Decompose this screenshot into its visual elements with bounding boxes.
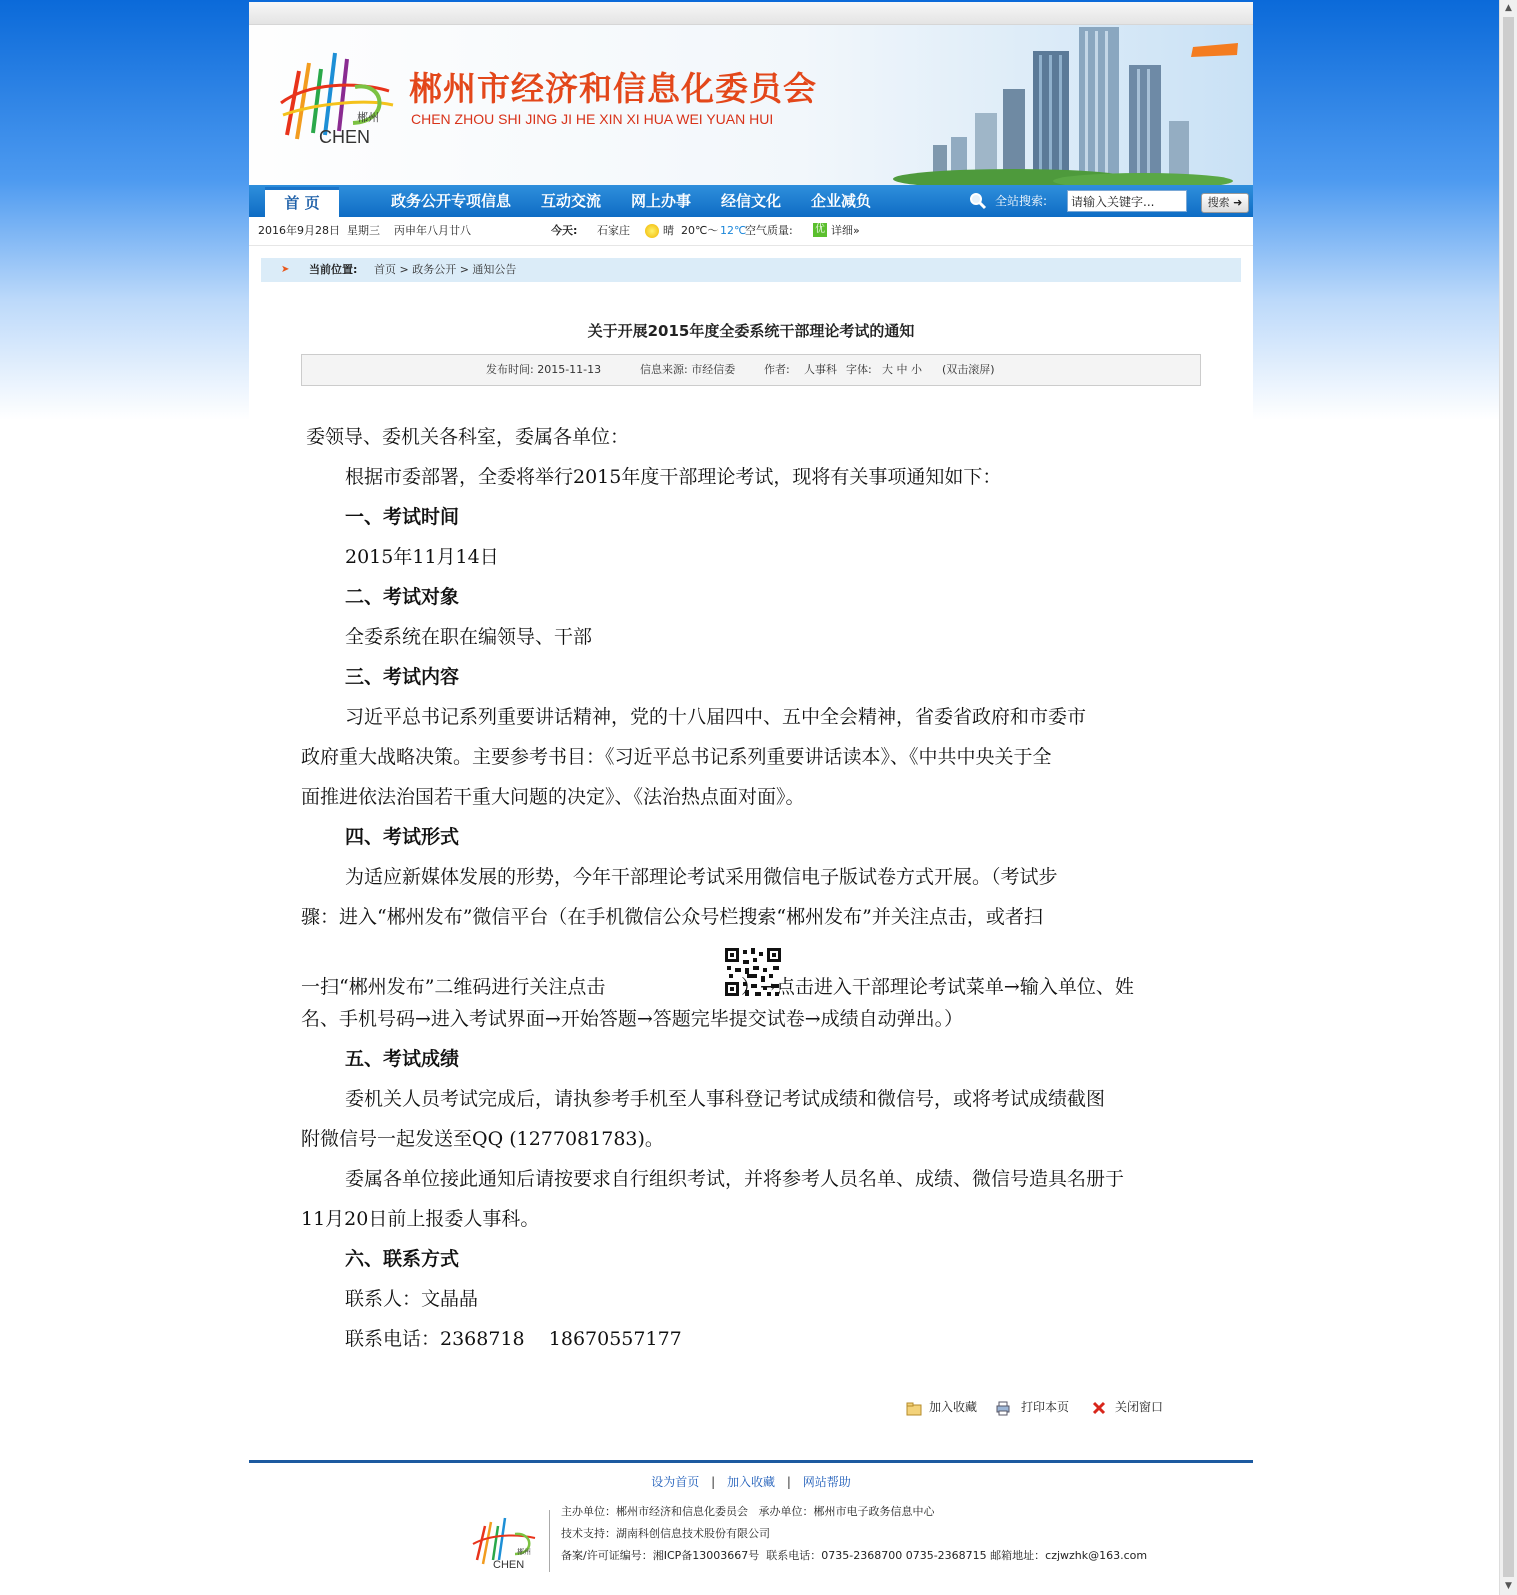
search-button[interactable] xyxy=(1201,193,1249,213)
nav-culture[interactable]: 经信文化 xyxy=(721,192,782,210)
footer-logo-divider xyxy=(549,1510,550,1572)
publish-time: 发布时间: 2015-11-13 xyxy=(486,363,602,376)
close-window-link[interactable]: 关闭窗口 xyxy=(1115,1400,1164,1414)
svg-text:郴州: 郴州 xyxy=(517,1548,531,1556)
paragraph: 习近平总书记系列重要讲话精神，党的十八届四中、五中全会精神，省委省政府和市委市 xyxy=(345,706,1087,728)
magnifier-search-icon xyxy=(969,192,987,210)
paragraph: 委属各单位接此通知后请按要求自行组织考试，并将参考人员名单、成绩、微信号造具名册于 xyxy=(345,1168,1125,1190)
footer-divider xyxy=(249,1460,1253,1463)
print-page-link[interactable]: 打印本页 xyxy=(1021,1400,1070,1414)
breadcrumb-path[interactable]: 首页 > 政务公开 > 通知公告 xyxy=(374,263,517,276)
section-heading: 三、考试内容 xyxy=(345,666,460,688)
set-homepage-link[interactable]: 设为首页 xyxy=(651,1475,700,1489)
date-weather-bar xyxy=(249,217,1253,246)
search-label: 全站搜索: xyxy=(995,194,1048,208)
paragraph: 2015年11月14日 xyxy=(345,546,499,568)
site-search-input[interactable] xyxy=(1067,190,1187,212)
printer-icon[interactable] xyxy=(995,1400,1011,1416)
paragraph: 骤：进入“郴州发布”微信平台（在手机微信公众号栏搜索“郴州发布”并关注点击，或者扫 xyxy=(301,906,1043,928)
page-container xyxy=(249,2,1253,1595)
site-help-link[interactable]: 网站帮助 xyxy=(802,1475,851,1489)
weekday: 星期三 xyxy=(347,224,380,237)
add-favorite-link[interactable]: 加入收藏 xyxy=(929,1400,978,1414)
paragraph: 名、手机号码→进入考试界面→开始答题→答题完毕提交试卷→成绩自动弹出。） xyxy=(301,1008,964,1030)
current-date: 2016年9月28日 xyxy=(258,224,340,237)
contact-person: 联系人：文晶晶 xyxy=(345,1288,479,1310)
author-dept: 人事科 xyxy=(804,363,837,376)
close-x-icon[interactable] xyxy=(1091,1400,1107,1416)
main-nav xyxy=(249,185,1253,217)
header-banner xyxy=(249,25,1253,185)
paragraph: 委机关人员考试完成后，请执参考手机至人事科登记考试成绩和微信号，或将考试成绩截图 xyxy=(345,1088,1106,1110)
author-label: 作者: xyxy=(764,363,790,376)
svg-text:郴州: 郴州 xyxy=(357,111,379,124)
scrollbar-thumb[interactable] xyxy=(1503,17,1514,1577)
favorite-folder-icon[interactable] xyxy=(906,1400,922,1416)
intro-paragraph: 根据市委部署，全委将举行2015年度干部理论考试，现将有关事项通知如下： xyxy=(345,466,1002,488)
paragraph: ）→点击进入干部理论考试菜单→输入单位、姓 xyxy=(741,976,1134,998)
nav-online-services[interactable]: 网上办事 xyxy=(631,192,692,210)
section-heading: 二、考试对象 xyxy=(345,586,460,608)
weather-city: 石家庄 xyxy=(597,224,630,237)
footer-icp-info: 备案/许可证编号：湘ICP备13003667号 联系电话：0735-2368700 0735-2368715 邮箱地址：czjwzhk@163.com xyxy=(561,1549,1148,1562)
temperature-low: 12℃ xyxy=(720,224,747,237)
footer-separator: | xyxy=(786,1475,791,1489)
footer-add-favorite-link[interactable]: 加入收藏 xyxy=(726,1475,775,1489)
air-quality-label: 空气质量: xyxy=(745,224,793,237)
site-logo-icon[interactable] xyxy=(277,43,397,153)
top-strip xyxy=(249,2,1253,25)
paragraph: 全委系统在职在编领导、干部 xyxy=(345,626,593,648)
site-title: 郴州市经济和信息化委员会 xyxy=(409,69,817,108)
nav-interaction[interactable]: 互动交流 xyxy=(541,192,602,210)
weather-detail-link[interactable]: 详细» xyxy=(831,224,860,237)
city-skyline-image xyxy=(893,25,1253,185)
today-label: 今天: xyxy=(551,224,578,237)
footer-separator: | xyxy=(711,1475,716,1489)
section-heading: 六、联系方式 xyxy=(345,1248,460,1270)
section-heading: 五、考试成绩 xyxy=(345,1048,460,1070)
footer-host-info: 主办单位：郴州市经济和信息化委员会 承办单位：郴州市电子政务信息中心 xyxy=(561,1505,935,1518)
nav-special-info[interactable]: 专项信息 xyxy=(451,192,512,210)
paragraph: 附微信号一起发送至QQ (1277081783)。 xyxy=(301,1128,664,1150)
weather-condition: 晴 xyxy=(663,224,674,237)
double-click-scroll: (双击滚屏) xyxy=(942,363,995,376)
nav-burden-reduction[interactable]: 企业减负 xyxy=(811,192,872,210)
paragraph: 11月20日前上报委人事科。 xyxy=(301,1208,540,1230)
svg-text:CHEN: CHEN xyxy=(493,1559,525,1571)
site-title-english: CHEN ZHOU SHI JING JI HE XIN XI HUA WEI YUAN HUI xyxy=(411,111,774,127)
nav-home[interactable]: 首 页 xyxy=(265,187,339,219)
lunar-date: 丙申年八月廿八 xyxy=(394,224,471,237)
sunny-icon xyxy=(645,224,659,238)
breadcrumb xyxy=(261,258,1241,282)
paragraph: 面推进依法治国若干重大问题的决定》、《法治热点面对面》。 xyxy=(301,786,805,808)
article-title: 关于开展2015年度全委系统干部理论考试的通知 xyxy=(587,322,915,340)
font-size-options[interactable]: 大 中 小 xyxy=(882,363,922,376)
vertical-scrollbar[interactable] xyxy=(1499,0,1517,1595)
nav-government-affairs[interactable]: 政务公开 xyxy=(391,192,452,210)
breadcrumb-label: 当前位置: xyxy=(309,263,358,276)
paragraph: 为适应新媒体发展的形势，今年干部理论考试采用微信电子版试卷方式开展。（考试步 xyxy=(345,866,1058,888)
temperature-high: 20℃～ xyxy=(681,224,719,237)
scroll-up-arrow-icon[interactable]: ▲ xyxy=(1505,3,1512,13)
arrow-right-icon: ➜ xyxy=(1233,196,1243,209)
font-size-label: 字体: xyxy=(846,363,872,376)
article-meta xyxy=(301,354,1201,386)
salutation: 委领导、委机关各科室，委属各单位： xyxy=(306,426,630,448)
section-heading: 四、考试形式 xyxy=(345,826,460,848)
breadcrumb-arrow-icon: ➤ xyxy=(281,264,290,275)
air-quality-badge: 优 xyxy=(815,224,825,235)
contact-phone: 联系电话：2368718 18670557177 xyxy=(345,1328,682,1350)
footer-tech-support: 技术支持：湖南科创信息技术股份有限公司 xyxy=(561,1527,770,1540)
section-heading: 一、考试时间 xyxy=(345,506,460,528)
footer-logo-icon xyxy=(471,1512,539,1572)
search-button-label: 搜索 xyxy=(1207,196,1230,209)
footer-links xyxy=(249,1473,1253,1490)
info-source: 信息来源: 市经信委 xyxy=(640,363,736,376)
scroll-down-arrow-icon[interactable]: ▼ xyxy=(1505,1581,1512,1591)
paragraph: 政府重大战略决策。主要参考书目：《习近平总书记系列重要讲话读本》、《中共中央关于全 xyxy=(301,746,1052,768)
paragraph: 一扫“郴州发布”二维码进行关注点击 xyxy=(301,976,606,998)
svg-text:CHEN: CHEN xyxy=(319,127,371,147)
